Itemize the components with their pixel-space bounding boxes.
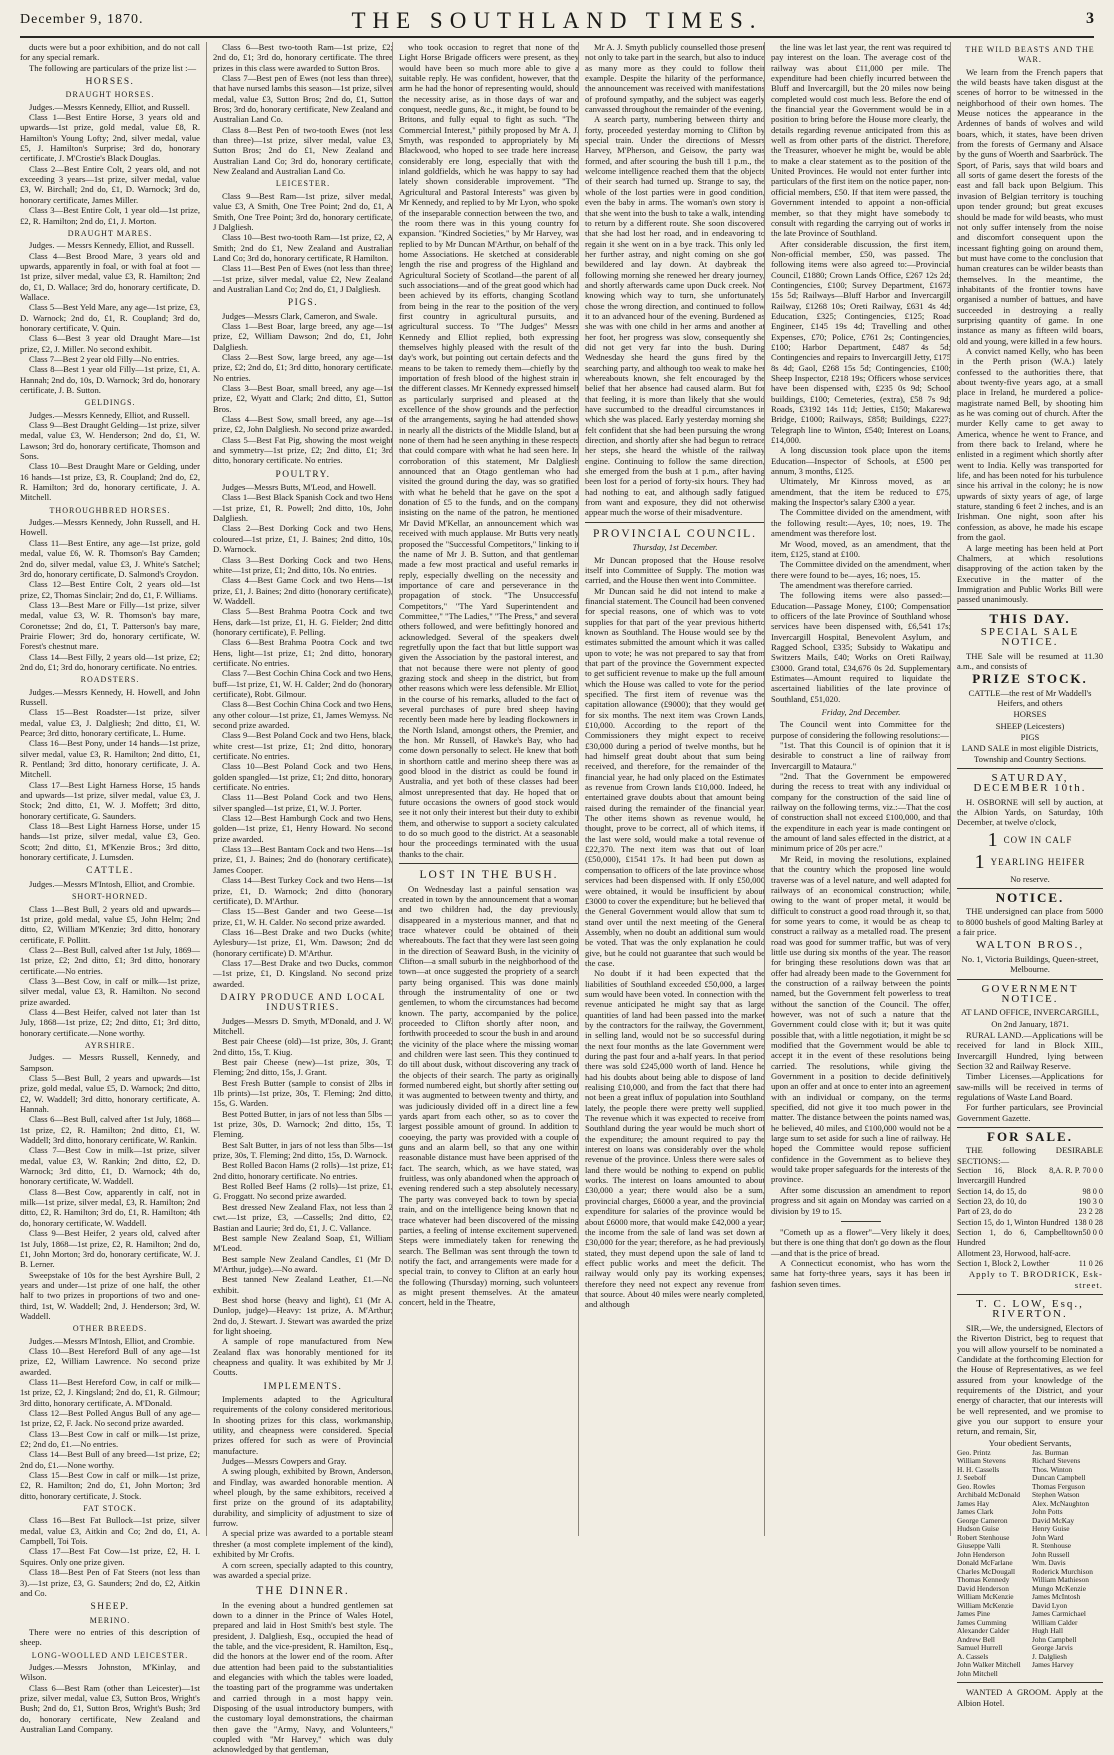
article-paragraph: Class 6—Best two-tooth Ram—1st prize, £2; 2nd do, £1; 3rd do, honorary certificate. The three prizes in this class were awarded to Sutton Bros.: [213, 42, 393, 73]
sale-item: [957, 1187, 1103, 1197]
signatory-name: Richard Stevens: [1032, 1456, 1081, 1466]
ad-heading: PRIZE STOCK.: [972, 671, 1088, 687]
article-paragraph: Class 4—Best Heifer, calved not later than 1st July, 1868—1st prize, £2; 2nd ditto, £1; 3rd ditto, honorary certificate.—None worthy.: [20, 1006, 200, 1038]
article-paragraph: Class 3—Best Entire Colt, 1 year old—1st prize, £2, R. Hamilton; 2nd do, £1, J. Morton.: [20, 205, 200, 226]
article-paragraph: Judges.—Messrs Kennedy, H. Howell, and John Russell.: [20, 686, 200, 707]
ad-line: SHEEP (Leicesters): [995, 720, 1065, 731]
signatory-name: William McKenzie: [957, 1600, 1014, 1610]
article-paragraph: Class 13—Best Bantam Cock and two Hens—1st prize, £1, J. Baines; 2nd do (honorary certificate), James Cooper.: [213, 844, 393, 875]
section-heading: HORSES.: [85, 77, 135, 88]
article-paragraph: Class 16—Best Fat Bullock—1st prize, silver medal, value £3, Aitkin and Co; 2nd do, £1, A. Campbell, Toi Tois.: [20, 1515, 200, 1547]
ad-text: WANTED A GROOM. Apply at the Albion Hotel.: [957, 1687, 1103, 1708]
ad-heading: FOR SALE.: [987, 1128, 1073, 1144]
article-paragraph: There were no entries of this description of sheep.: [20, 1626, 200, 1648]
signatory-name: Archibald McDonald: [957, 1490, 1021, 1500]
signatory-name: James Pine: [957, 1609, 991, 1619]
signatory-name: John Potts: [1032, 1507, 1063, 1517]
ad-line: CATTLE—the rest of Mr Waddell's Heifers, and others: [968, 687, 1092, 708]
ad-signature: WALTON BROS.,: [975, 939, 1085, 952]
ad-signature: Apply to T. BRODRICK, Esk-street.: [968, 1269, 1103, 1290]
signatory-name: Robert Stenhouse: [957, 1532, 1010, 1542]
article-paragraph: Class 15—Best Roadster—1st prize, silver medal, value £3, J. Dalgliesh; 2nd ditto, £1, W. Pearce; 3rd ditto, honorary certificate, L. Hume.: [20, 707, 200, 738]
signatory-name: Alexander Calder: [957, 1626, 1010, 1636]
lot-label: COW IN CALF: [1003, 834, 1073, 845]
article-paragraph: Class 6—Best Ram (other than Leicester)—1st prize, silver medal, value £3, Sutton Bros, Wright's Bush; 2nd do, £1, Sutton Bros, Wright's Bush; 3rd do, honorary certificate, New Zealand and Australian Land Company.: [20, 1682, 200, 1734]
article-paragraph: Best tanned New Zealand Leather, £1.—No exhibit.: [213, 1274, 393, 1295]
signatory-name: William Mathieson: [1032, 1575, 1089, 1585]
signatory-name: Andrew Bell: [957, 1634, 995, 1644]
article-paragraph: Class 9—Best Draught Gelding—1st prize, silver medal, value £3, W. Henderson; 2nd do, £1, W. Lawson; 3rd do, honorary certificate, Thomson and Sons.: [20, 420, 200, 462]
article-headline: LOST IN THE BUSH.: [419, 869, 559, 882]
article-paragraph: Judges. — Messrs Russell, Kennedy, and Sampson.: [20, 1052, 200, 1073]
article-paragraph: No doubt if it had been expected that the liabilities of Southland exceeded £50,000, a larger sum would have been voted. In connection with the revenue anticipated he might say that as large quantities of land had been passed into the market by the contractors for the railway, the Government, in selling land, would not be so successful during the next four months as the late Government were during the past four and a-half years. In that period there was sold £245,000 worth of land. Hence he had his doubts about being able to dispose of land realising £10,000, and from the fact that there had not been a great influx of population into Southland lately, the people there were pretty well supplied. The revenue which it was expected to receive from Southland during the year would be much short of the expenditure; the amount required to pay the interest on loans was considerably over the whole revenue of the province. Unless there were sales of land there would be nothing to expend on public works. The interest on loans amounted to about £30,000 a year; there would also be a sum, provincial charges, £6000 a year, and the provincial expenditure for salaries of the province would be about £6000 more, that would make £42,000 a year; the income from the sale of land was set down at £30,000 for the year; therefore, as he had previously stated, they must depend upon the sale of land to effect public works and meet the deficit. The railway would only pay its working expenses; therefore they need not expect any revenue from that source. About 40 miles were nearly completed, and although: [585, 968, 765, 1310]
article-paragraph: Class 2—Best Entire Colt, 2 years old, and not exceeding 3 years—1st prize, silver medal, value £3, W. Birchall; 2nd do, £1, D. Warnock; 3rd do, honorary certificate, James Miller.: [20, 163, 200, 205]
signatory-name: Henry Guise: [1032, 1524, 1070, 1534]
signatory-name: Thos. Winton: [1032, 1464, 1073, 1474]
ad-text: RURAL LAND.—Applications will be received for land in Block XIII., Invercargill Hundred, lying between Section 32 and Railway Reserve.: [957, 1029, 1103, 1071]
article-paragraph: Class 13—Best Mare or Filly—1st prize, silver medal, value £3, W. R. Thomson's bay mare, Coronetsse; 2nd do, £1, T. Patterson's bay mare, Prairie Flower; 3rd do, honorary certificate, W. Forest's chestnut mare.: [20, 599, 200, 652]
sale-item-area: 50 0 0: [1082, 1228, 1103, 1238]
article-paragraph: Mr Duncan said he did not intend to make a financial statement. The Council had been convened for special reasons, one of which was to vote supplies for that part of the year previous hitherto known as Southland. The House would see by the estimates submitted the amount which it was called upon to vote; he was not prepared to say that from that part of the province the Government expected to get sufficient revenue to make up the full amount which the House was called to vote for the period specified. The first item of revenue was the capitation allowance (£9000); that they would get for six months. The next item was Crown Lands, £10,000. According to the report of the Commissioners they might expect to receive £30,000 during a period of twelve months, but he had himself great doubt about that sum being received, and therefore, for the remainder of the financial year, he had only placed on the Estimates as revenue from Crown lands £10,000. Indeed, he entertained grave doubts about that amount being raised during the remainder of the financial year. The other items shown as revenue would, he thought, prove to be correct, all of which items, if the last were sold, would make a total revenue of £22,370. The next item was that out of loan (£50,000), £1541 17s. It had been put down as compensation to officers of the late province whose services had been dispensed with. If only £50,000 were obtained, it would be insufficient by about £3000 to cover the expenditure; but he believed that the General Government would allow that sum to stand over until the next meeting of the General Assembly, when no doubt an additional sum would be voted. That was the only explanation he could give, but he could not guarantee that such would be the case.: [585, 585, 766, 968]
article-paragraph: After considerable discussion, the first item, Non-official member, £50, was passed. The following items were also agreed to:—Provincial Council, £1880; Crown Lands Office, £267 12s 2d; Contingencies, £100; Survey Department, £1673 15s 5d; Railways—Bluff Harbor and Invercargill Railway, £1268 10s; Oreti Railway, £631 4s 4d; Education, £325; Contingencies, £125; Road Engineer, £145 19s 4d; Travelling and other Expenses, £70; Police, £761 2s; Contingencies, £100; Harbor Department, £487 4s 5d; Contingencies and repairs to Invercargill Jetty, £175 8s 4d; Gaol, £268 15s 5d; Contingencies, £100; Sheep Inspector, £218 19s; Officers whose services have been dispensed with, £235 0s 9d; School buildings, £100; Cemeteries, (extra), £58 7s 9d; Roads, £3192 14s 11d; Jetties, £150; Makarewa Bridge, £1000; Railways, £858; Buildings, £227; Telegraph line to Winton, £540; Interest on Loans, £14,000.: [771, 238, 951, 446]
signatory-name: Wm. Davis: [1032, 1558, 1066, 1568]
article-paragraph: The following are particulars of the prize list :—: [29, 62, 197, 73]
article-paragraph: "2nd. That the Government be empowered during the recess to treat with any individual or company for the construction of the said line of railway on the following terms, viz.:—That the cost of construction shall not exceed £100,000, and that the expenditure in each year is made contingent on the amount of land sales effected in the district, at a minimum price of 20s per acre.": [771, 771, 951, 854]
ad-line: No reserve.: [1010, 873, 1050, 884]
divider: [957, 768, 1103, 769]
article-paragraph: Class 8—Best Cow, apparently in calf, not in milk—1st prize, silver medal, £3, R. Hamilton; 2nd ditto, £2, R. Hamilton; 3rd do, £1, R. Hamilton; 4th do, honorary certificate, W. Waddell.: [20, 1186, 200, 1228]
article-headline: THE DINNER.: [256, 1585, 350, 1598]
article-paragraph: Class 5—Best Fat Pig, showing the most weight and symmetry—1st prize, £2; 2nd ditto, £1; 3rd ditto, honorary certificate. No entries.: [213, 434, 393, 466]
article-paragraph: A long discussion took place upon the items Education—Inspector of Schools, at £500 per annum, 3 months, £125.: [771, 445, 951, 477]
signatory-name: David McKay: [1032, 1515, 1075, 1525]
article-paragraph: Best pair Cheese (old)—1st prize, 30s, J. Grant; 2nd ditto, 15s, T. Kiug.: [213, 1036, 393, 1057]
article-paragraph: Class 18—Best Pen of Fat Steers (not less than 3).—1st prize, £3, G. Saunders; 2nd do, £2, Aitkin and Co.: [20, 1567, 200, 1598]
subsection-heading: AYRSHIRE.: [84, 1040, 136, 1050]
article-paragraph: "Cometh up as a flower"—Very likely it does, but there is one thing that don't go down as the flour—and that is the price of bread.: [771, 1226, 951, 1258]
ad-text: THE following DESIRABLE SECTIONS:—: [957, 1145, 1103, 1166]
signatory-name: William Calder: [1032, 1617, 1078, 1627]
divider: [957, 888, 1103, 889]
ad-heading: SPECIAL SALE NOTICE.: [980, 625, 1080, 649]
article-paragraph: Class 14—Best Bull of any breed—1st prize, £2; 2nd do, £1.—None worthy.: [20, 1449, 200, 1470]
article-paragraph: Class 2—Best Sow, large breed, any age—1st prize, £2; 2nd do, £1; 3rd ditto, honorary certificate. No entries.: [213, 351, 393, 383]
article-paragraph: Mr Wood, moved, as an amendment, that the item, £125, stand at £100.: [771, 538, 951, 559]
article-paragraph: "1st. That this Council is of opinion that it is desirable to construct a line of railway from Invercargill to Mataura.": [771, 740, 951, 771]
column-4-provincial-council: [578, 42, 765, 1536]
article-paragraph: Class 7—Best 2 year old Filly—No entries.: [29, 353, 180, 364]
subsection-heading: OTHER BREEDS.: [72, 1324, 148, 1334]
article-paragraph: the line was let last year, the rent was required to pay interest on the loan. The average cost of the railway was about £11,000 per mile. The expenditure had been chiefly incurred between the Bluff and Invercargill, but the 20 miles now being completed would cost much less. Before the end of the financial year the Government would be in a position to bring before the House more clearly, the details regarding revenue anticipated from this as well as from other parts of the district. Therefore, the Treasurer, whoever he might be, would be able to make a clear statement as to the position of the United Provinces. He would not enter further into particulars of the first item on the notice paper, non-official members, £50. If that item were passed, the Government intended to appoint a non-official member, so that they might have somebody to consult with regarding the carrying out of works in the late Province of Southland.: [771, 42, 951, 239]
article-paragraph: Class 7—Best Cow in milk—1st prize, silver medal, value £3, W. Rankin; 2nd ditto, £2, D. Warnock; 3rd ditto, £1, D. Warnock; 4th do, honorary certificate, W. Waddell.: [20, 1145, 200, 1187]
article-paragraph: Judges.—Messrs Kennedy, Elliot, and Russell.: [29, 101, 190, 112]
subsection-heading: ROADSTERS.: [80, 675, 140, 685]
subsection-heading: DRAUGHT MARES.: [67, 228, 153, 238]
article-paragraph: ducts were but a poor exhibition, and do not call for any special remark.: [20, 42, 200, 63]
lot-label: YEARLING HEIFER: [990, 856, 1086, 867]
signatory-name: John Henderson: [957, 1549, 1005, 1559]
divider: [957, 1294, 1103, 1295]
subsection-heading: THOROUGHBRED HORSES.: [49, 505, 171, 515]
article-paragraph: Judges.—Messrs Kennedy, Elliot, and Russell.: [29, 409, 190, 420]
article-paragraph: A Connecticut economist, who has worn the same hat forty-three years, says it has been in fashion seven times.: [771, 1257, 951, 1289]
article-paragraph: Class 4—Best Sow, small breed, any age—1st prize, £2, John Dalgliesh. No second prize awarded.: [213, 414, 393, 435]
sale-item-description: Section 16, Block 8, Invercargill Hundred: [957, 1166, 1056, 1186]
signatory-name: Jas. Burman: [1032, 1447, 1069, 1457]
sale-item: [957, 1228, 1103, 1249]
ad-line: On 2nd January, 1871.: [991, 1018, 1069, 1029]
signatory-name: George Jarvis: [1032, 1643, 1073, 1653]
divider: [399, 863, 579, 864]
article-paragraph: Class 17—Best Fat Cow—1st prize, £2, H. I. Squires. Only one prize given.: [20, 1546, 200, 1567]
article-paragraph: Class 4—Best Brood Mare, 3 years old and upwards, apparently in foal, or with foal at foot —1st prize, silver medal, value £3, R. Hamilton; 2nd do, £1, D. Wallace; 3rd do, honorary certificate, D. Wallace.: [20, 250, 200, 302]
article-paragraph: Class 6—Best Bull, calved after 1st July, 1868—1st prize, £2, R. Hamilton; 2nd ditto, £1, W. Waddell; 3rd ditto, honorary certificate, W. Rankin.: [20, 1114, 200, 1146]
article-paragraph: Mr Duncan proposed that the House resolve itself into Committee of Supply. The motion was carried, and the House then went into Committee.: [585, 554, 765, 586]
ad-heading: THIS DAY.: [989, 610, 1071, 626]
article-paragraph: The following items were also passed:—Education—Passage Money, £100; Compensation to officers of the late Province of Southland whose services have been dispensed with, £6,541 17s; Invercargill Hospital, Benevolent Asylum, and Ragged School, £335; Subsidy to Wakatipu and Switzers Mails, £40; Works on Oreti Railway, £3000. Grand total, £34,676 0s 2d. Supplementary Estimates—Amount required to liquidate the ascertained liabilities of the late province of Southland, £51,020.: [771, 590, 951, 704]
signatory-name: Alex. McNaughton: [1032, 1498, 1090, 1508]
section-heading: POULTRY.: [275, 469, 331, 480]
signatories-list: [957, 1449, 1103, 1679]
article-paragraph: Class 17—Best Light Harness Horse, 15 hands and upwards—1st prize, silver medal, value £3, J. Stock; 2nd ditto, £1, W. J. Moffett; 3rd ditto, honorary certificate, G. Saunders.: [20, 779, 200, 821]
signatory-name: Stephen Watson: [1032, 1490, 1080, 1500]
section-heading: CATTLE.: [86, 866, 134, 877]
article-paragraph: Mr Reid, in moving the resolutions, explained that the country which the proposed line would traverse was of a level nature, and well adapted for railways of an economical construction; while, owing to the want of proper metal, it would be difficult to construct a good road through it, so that, for some years to come, it would be as cheap to construct a railway as a metalled road. The present road was good for summer traffic, but was of very little use during six months of the year. The reason for bringing these resolutions down was that an offer had already been made to the Government for the construction of a railway between the points named, but the Government felt powerless to treat without the sanction of the Council. The offer, however, was not of such a nature that the Government could close with it; but it was quite possible that, with a little negotiation, it might be so modified that the Government would be able to accept it in the event of these resolutions being carried. The resolutions, while giving the Government in a position to decide definitively upon an offer and at once to enter into an agreement with an individual or company, on the terms specified, did not give it too much power in the matter. The distance between the points named was, he believed, 40 miles, and £100,000 would not be a large sum to set aside for such a line of railway. He hoped the Committee would repose sufficient confidence in the Government as to believe they would take proper safeguards for the interests of the province.: [771, 853, 951, 1185]
ad-line: No. 1, Victoria Buildings, Queen-street, Melbourne.: [961, 953, 1099, 975]
article-paragraph: Class 1—Best Entire Horse, 3 years old and upwards—1st prize, gold medal, value £8, R. Hamilton's Young Lofty; 2nd, silver medal, value £5, J. Hamilton's Surprise; 3rd do, honorary certificate, J. M'Crostie's Black Douglas.: [20, 112, 200, 164]
signatory-name: David Lyon: [1032, 1600, 1068, 1610]
signatory-name: Samuel Hurrell: [957, 1643, 1003, 1653]
ad-text: For further particulars, see Provincial Government Gazette.: [957, 1102, 1103, 1123]
article-paragraph: Class 8—Best Pen of two-tooth Ewes (not less than three)—1st prize, silver medal, value £3, Sutton Bros; 2nd do £1, New Zealand and Australian Land Co; 3rd do, honorary certificate, New Zealand and Australian Land Co.: [213, 124, 393, 177]
article-paragraph: Class 15—Best Gander and two Geese—1st prize, £1, W. H. Calder. No second prize awarded.: [213, 906, 393, 927]
article-paragraph: A special prize was awarded to a portable steam thresher (a most complete implement of the kind), exhibited by Mr Crofts.: [213, 1528, 393, 1560]
ad-heading: GOVERNMENT NOTICE.: [981, 982, 1079, 1005]
article-paragraph: Class 12—Best Hamburgh Cock and two Hens, golden—1st prize, £1, Henry Howard. No second prize awarded.: [213, 813, 393, 844]
article-paragraph: Judges.—Messrs Kennedy, John Russell, and H. Howell.: [20, 517, 200, 538]
article-paragraph: Judges—Messrs Clark, Cameron, and Swale.: [222, 310, 378, 321]
article-paragraph: Class 16—Best Pony, under 14 hands—1st prize, silver medal, value £3, R. Hamilton; 2nd ditto, £1, R. Pentland; 3rd ditto, honorary certificate, J. A. Mitchell.: [20, 738, 200, 780]
article-paragraph: Class 14—Best Filly, 2 years old—1st prize, £2; 2nd do, £1; 3rd do, honorary certificate. No entries.: [20, 651, 200, 672]
article-paragraph: Class 6—Best 3 year old Draught Mare—1st prize, £2, J. Miller. No second exhibit.: [20, 333, 200, 354]
article-paragraph: Judges.—Messrs Johnston, M'Kinlay, and Wilson.: [20, 1661, 200, 1683]
column-2-show-prize-list: [206, 42, 393, 1755]
subsection-heading: DRAUGHT HORSES.: [65, 90, 155, 100]
dateline: Thursday, 1st December.: [632, 542, 718, 553]
signatory-name: Giuseppe Valli: [957, 1541, 1001, 1551]
ad-heading: SATURDAY, DECEMBER 10th.: [973, 772, 1087, 795]
sale-item: [957, 1166, 1103, 1187]
article-paragraph: Sweepstake of 10s for the best Ayrshire Bull, 2 years and under—1st prize of one half, the other half to two prizes in proportions of two and one-third, 1st, W. Waddell; 2nd, J. Henderson; 3rd, W. Waddell.: [20, 1269, 200, 1321]
signatory-name: Hudson Guise: [957, 1524, 1000, 1534]
subsection-heading: LEICESTER.: [275, 179, 331, 189]
subsection-heading: FAT STOCK.: [83, 1504, 137, 1514]
ad-text: THE Sale will be resumed at 11.30 a.m., and consists of: [957, 650, 1103, 671]
article-paragraph: Class 11—Best Pen of Ewes (not less than three)—1st prize, silver medal, value £2, New Zealand and Australian Land Co; 2nd do, £1, J Dalgliesh.: [213, 263, 393, 294]
article-paragraph: Class 3—Best Cow, in calf or milk—1st prize, silver medal, value £3, R. Hamilton. No second prize awarded.: [20, 975, 200, 1007]
signatory-name: John Walker Mitchell: [957, 1660, 1021, 1670]
ad-line: Your obedient Servants,: [988, 1437, 1072, 1448]
signatory-name: Duncan Campbell: [1032, 1473, 1086, 1483]
article-paragraph: Class 14—Best Turkey Cock and two Hens—1st prize, £1, D. Warnock; 2nd ditto (honorary certificate), D. M'Arthur.: [213, 875, 393, 906]
article-paragraph: Class 5—Best Brahma Pootra Cock and two Hens, dark—1st prize, £1, H. G. Fielder; 2nd ditto (honorary certificate), F. Pelling.: [213, 606, 393, 637]
article-paragraph: Class 9—Best Poland Cock and two Hens, black, white crest—1st prize, £1; 2nd ditto, honorary certificate. No entries.: [213, 730, 393, 762]
article-paragraph: Class 17—Best Drake and two Ducks, common—1st prize, £1, D. Kingsland. No second prize awarded.: [213, 957, 393, 989]
signatory-name: James Harvey: [1032, 1660, 1074, 1670]
article-headline: PROVINCIAL COUNCIL.: [592, 527, 758, 540]
article-paragraph: Implements adapted to the Agricultural requirements of the colony considered meritorious. In shooting prizes for this class, workmanship, utility, and cheapness were considered. Special prizes offered for such as were of Provincial manufacture.: [213, 1394, 393, 1456]
article-paragraph: The Committee divided on the amendment, when there were found to be—ayes, 16; noes, 15.: [771, 559, 951, 580]
article-paragraph: Class 9—Best Heifer, 2 years old, calved after 1st July, 1868—1st prize, £2, R. Hamilton; 2nd do, £1, John Morton; 3rd do, honorary certificate, W. J. B. Lerner.: [20, 1228, 200, 1270]
article-paragraph: Class 1—Best Boar, large breed, any age—1st prize, £2, William Dawson; 2nd do, £1, John Dalgliesh.: [213, 320, 393, 352]
sale-item: [957, 1249, 1103, 1259]
article-paragraph: Best pair Cheese (new)—1st prize, 30s, T. Fleming; 2nd ditto, 15s, J. Grant.: [213, 1057, 393, 1078]
ad-line: PIGS: [1020, 732, 1040, 742]
signatory-name: John Campbell: [1032, 1634, 1077, 1644]
signatory-name: A. Cassels: [957, 1651, 989, 1661]
subsection-heading: LONG-WOOLLED AND LEICESTER.: [31, 1650, 189, 1660]
divider: [957, 1127, 1103, 1128]
section-heading: IMPLEMENTS.: [263, 1381, 343, 1392]
article-paragraph: Class 8—Best 1 year old Filly—1st prize, £1, A. Hannah; 2nd do, 10s, D. Warnock; 3rd do, honorary certificate, J. B. Sutton.: [20, 364, 200, 395]
sale-item: [957, 1207, 1103, 1217]
article-paragraph: Class 4—Best Game Cock and two Hens—1st prize, £1, J. Baines; 2nd ditto (honorary certificate), W. Waddell.: [213, 575, 393, 606]
sale-list: [957, 1166, 1103, 1269]
article-paragraph: Best Salt Butter, in jars of not less than 5lbs—1st prize, 30s, T. Fleming; 2nd ditto, 15s, D. Warnock.: [213, 1139, 393, 1161]
article-paragraph: Best sample New Zealand Candles, £1 (Mr D. M'Arthur, judge).—No award.: [213, 1253, 393, 1274]
article-paragraph: Class 7—Best Cochin China Cock and two Hens, buff—1st prize, £1, W. H. Calder; 2nd do (honorary certificate), Robt. Gilmour.: [213, 668, 393, 699]
ad-line: LAND SALE in most eligible Districts, Township and Country Sections.: [961, 743, 1099, 764]
ad-heading: NOTICE.: [995, 890, 1065, 906]
column-1-show-prize-list: [20, 42, 200, 1734]
sale-item-area: A. R. P. 70 0 0: [1055, 1166, 1103, 1175]
lot-count: 1: [987, 828, 998, 851]
divider: [957, 1682, 1103, 1683]
sale-item-description: Section 1, Block 2, Lowther: [957, 1259, 1050, 1269]
article-paragraph: A large meeting has been held at Port Chalmers, at which resolutions disapproving of the action taken by the Executive in the matter of the Immigration and Public Works Bill were passed unanimously.: [957, 542, 1103, 605]
signatory-name: J. Seebolf: [957, 1473, 987, 1483]
article-paragraph: Class 9—Best Ram—1st prize, silver medal, value £3, A Smith, One Tree Point; 2nd do, £1, A Smith, One Tree Point; 3rd do, honorary certificate, J Dalgliesh.: [213, 190, 393, 232]
article-paragraph: Best Potted Butter, in jars of not less than 5lbs —1st prize, 30s, D. Warnock; 2nd ditto, 15s, T. Fleming.: [213, 1108, 393, 1140]
divider: [841, 1221, 881, 1222]
signatory-name: John Mitchell: [957, 1668, 998, 1678]
ad-heading: T. C. LOW, Esq., RIVERTON.: [976, 1298, 1084, 1321]
article-paragraph: Class 18—Best Light Harness Horse, under 15 hands—1st prize, silver medal, value £3, Geo. Scott; 2nd ditto, £1, M'Kenzie Bros.; 3rd ditto, honorary certificate, J. Lumsden.: [20, 821, 200, 863]
lot-line: [957, 830, 1103, 850]
article-paragraph: Class 10—Best Hereford Bull of any age—1st prize, £2, William Lawrence. No second prize awarded.: [20, 1345, 200, 1377]
signatory-name: R. Stenhouse: [1032, 1541, 1072, 1551]
signatory-name: David Henderson: [957, 1583, 1009, 1593]
divider: [585, 522, 765, 523]
article-paragraph: Class 2—Best Bull, calved after 1st July, 1869—1st prize, £2; 2nd ditto, £1; 3rd ditto, honorary certificate.—No entries.: [20, 944, 200, 976]
signatory-name: John Russell: [1032, 1549, 1070, 1559]
lot-line: [957, 852, 1103, 872]
section-heading: PIGS.: [287, 298, 319, 309]
masthead: [20, 6, 1094, 38]
ad-text: THE undersigned can place from 5000 to 8000 bushels of good Malting Barley at a fair price.: [957, 906, 1103, 938]
article-paragraph: Class 10—Best Draught Mare or Gelding, under 16 hands—1st prize, £3, R. Coupland; 2nd do, £2, R. Hamilton; 3rd do, honorary certificate, J. A. Mitchell.: [20, 461, 200, 503]
subsection-heading: SHORT-HORNED.: [71, 892, 148, 902]
article-paragraph: Mr A. J. Smyth publicly counselled those present not only to take part in the search, but also to induce as many more as they could to follow their example. Despite the hilarity of the performance, the announcement was received with manifestations of profound sympathy, and the subject was eagerly canvassed throughout the remainder of the evening.: [585, 42, 765, 115]
article-paragraph: Judges.—Messrs M'Intosh, Elliot, and Crombie.: [29, 878, 195, 889]
article-paragraph: Class 5—Best Yeld Mare, any age—1st prize, £3, D. Warnock; 2nd do, £1, R. Coupland; 3rd do, honorary certificate, V. Quin.: [20, 302, 200, 333]
sale-item-description: Section 23, do 10, do: [957, 1197, 1027, 1207]
article-paragraph: who took occasion to regret that none of the Light Horse Brigade officers were present, as they would have been so much more able to give a suitable reply. He was confident, however, that the arm he had the honor of representing would, should the necessity arise, as in those days of war and conquest, needle guns, &c., it might, be found to be Britons, and fully equal to fight as such. "The Commercial Interest," pithily proposed by Mr A. J. Smyth, was responded to appropriately by Mr Blackwood, who hoped to see trade here increase considerably ere long, especially that with the inland goldfields, which he was happy to say had lately shown considerable improvement. "The Agricultural and Pastoral Interests" was given by Mr Kennedy, and replied to by Mr Lyon, who spoke of the inseparable connection between the two, and the room there was in this young country for expansion. "Kindred Societies," by Mr Harvey, was replied to by Mr Duncan M'Arthur, on behalf of the home Associations. He sketched at considerable length the rise and progress of the Highland and Agricultural Society of Scotland—the parent of all such associations—and of the great good which had been achieved by its efforts, changing Scotland from being in the rear to the position of the very first country in agricultural pursuits, and agricultural success. To "The Judges" Messrs Kennedy and Elliot replied, both expressing themselves highly pleased with the result of the day's work, but pointing out certain defects and the means to be taken to remedy them—chiefly by the importation of fresh blood of the highest strain in the different classes. Mr Kennedy expressed himself as particularly surprised and pleased at the excellence of the show grounds and the perfection of the arrangements, saying he had attended shows in nearly all the districts of the Middle Island, but at none of them had he seen anything in these respects that could compare with what he had seen here. In corroboration of this statement, Mr Dalgliesh announced that an Otago gentleman who had visited the ground during the day, was so gratified with what he beheld that he gave on the spot a donation of £5 to the funds, and on the company insisting on the name of the patron, he mentioned Mr David M'Kellar, an announcement which was received with much applause. Mr Butts very neatly proposed the "Successful Competitors," linking to it the name of Mr J. B. Sutton, and that gentleman made a few most practical and useful remarks in reply, especially dwelling on the necessity and importance of care and perseverance in the propagation of stock. "The Unsuccessful Competitors," "The Yard Superintendent and Committee," "The Ladies," "The Press," and several others followed, and were befittingly honored and acknowledged. Several of the speakers dwelt regretfully upon the fact that but little support was given the Association by the pastoral interest, and that not because there were not plenty of good grazing stock and sheep in the district, but from other reasons which were less defensible. Mr Elliot, in the course of his remarks, alluded to the fact of several purchases of pure bred sheep having recently been made here by leading flockowners in the North Island, amongst others, the Premier, and the hon. Mr Russell, of Hawke's Bay, who had come down personally to select. He knew that both in shorthorn cattle and merino sheep there was as good blood in the district as could be found in Australia, and yet both of these classes had been almost unrepresented that day. He hoped that on future occasions the owners of good stock would see it not only their interest but their duty to exhibit them, and otherwise to support a society calculated to do so much good to the district. At a seasonable hour the proceedings terminated with the usual thanks to the chair.: [399, 42, 580, 859]
sale-item-area: 190 3 0: [1078, 1197, 1103, 1207]
article-paragraph: Class 3—Best Dorking Cock and two Hens, white—1st prize, £1; 2nd ditto, 10s. No entries.: [213, 554, 393, 575]
ad-text: H. OSBORNE will sell by auction, at the Albion Yards, on Saturday, 10th December, at twelve o'clock,: [957, 796, 1103, 828]
article-paragraph: Class 11—Best Entire, any age—1st prize, gold medal, value £6, W. R. Thomson's Bay Camden; 2nd do, silver medal, value £3, J. White's Satchel; 3rd do, honorary certificate, D. Salmond's Croydon.: [20, 537, 200, 579]
article-paragraph: Class 16—Best Drake and two Ducks (white) Aylesbury—1st prize, £1, Wm. Dawson; 2nd do (honorary certificate) D. M'Arthur.: [213, 926, 393, 958]
section-heading: SHEEP.: [90, 1602, 130, 1613]
signatory-name: Roderick Murchison: [1032, 1566, 1093, 1576]
article-paragraph: Judges—Messrs Butts, M'Leod, and Howell.: [222, 482, 377, 493]
article-paragraph: Judges—Messrs D. Smyth, M'Donald, and J. W. Mitchell.: [213, 1015, 393, 1036]
article-paragraph: Class 1—Best Bull, 2 years old and upwards—1st prize, gold medal, value £5, John Helm; 2nd ditto, £2, William M'Kenzie; 3rd ditto, honorary certificate, F. Pollitt.: [20, 903, 200, 945]
signatory-name: George Cameron: [957, 1515, 1008, 1525]
sale-item: [957, 1259, 1103, 1269]
sale-item-description: Section 1, do 6, Campbelltown Hundred: [957, 1228, 1083, 1248]
article-paragraph: A corn screen, specially adapted to this country, was awarded a special prize.: [213, 1559, 393, 1580]
article-paragraph: A convict named Kelly, who has been in the Perth prison (W.A.) lately confessed to the authorities there, that about twenty-five years ago, at a small place in Ireland, he murdered a police-magistrate named Bell, by shooting him as he was coming out of church. After the murder Kelly came to get away to America, whence he went to France, and from there back to Ireland, where he enlisted in a regiment which shortly after went to India. Kelly was transported for life, and has been noted for his turbulence since his arrival in the colony; he is now upwards of sixty years of age, of large stature, standing 6 feet 2 inches, and is an Irishman. One night, soon after his confession, as above, he made his escape from the gaol.: [957, 345, 1103, 543]
signatory-name: William McKenzie: [957, 1592, 1014, 1602]
article-paragraph: Class 11—Best Hereford Cow, in calf or milk—1st prize, £2, J. Kingsland; 2nd do, £1, R. Gilmour; 3rd ditto, honorary certificate, A. M'Donald.: [20, 1376, 200, 1408]
signatory-name: James Hay: [957, 1498, 990, 1508]
article-paragraph: A search party, numbering between thirty and forty, proceeded yesterday morning to Clifton by special train. Under the directions of Messrs Harvey, M'Pherson, and Geisow, the party was formed, and after scouring the bush till 1 p.m., the welcome intelligence reached them that the objects of their search had turned up. Strange to say, the whole of the lost parties were in good condition, even the baby in arms. The woman's own story is that she went into the bush to take a walk, intending to return by a different route. She soon discovered that she had lost her road, and in endeavoring to regain it she went on in a bye track. This only led her further astray, and night coming on she got bewildered and lay down. At daybreak the following morning she renewed her dreary journey, and shortly afterwards came upon Duck creek. Not knowing which way to turn, she unfortunately chose the wrong direction, and continued to follow it to an advanced hour of the evening. Burdened as she was with one child in her arms and another at her foot, her progress was slow, consequently she did not get very far into the bush. During Wednesday she heard the guns fired by the searching party, and although too weak to make her whereabouts known, she felt encouraged by the belief that her absence had caused alarm. But for that feeling, it is more than likely that she would have succumbed to the dreadful circumstances in which she was placed. Early yesterday morning she felt confident that she had been pursuing the wrong direction, and shortly after she had begun to retrace her steps, she heard the whistle of the railway engine. Continuing to follow the same direction, she emerged from the bush at 1 p.m., after having been lost for a period of forty-six hours. They had had nothing to eat, and although sadly fatigued from want and exposure, they did not otherwise appear much the worse of their misadventure.: [585, 114, 765, 518]
signatory-name: Geo. Printz: [957, 1447, 991, 1457]
article-paragraph: Judges.—Messrs M'Intosh, Elliot, and Crombie.: [29, 1335, 195, 1346]
sale-item-area: 138 0 28: [1074, 1217, 1103, 1227]
sale-item-description: Allotment 23, Horwood, half-acre.: [957, 1248, 1071, 1258]
sale-item-area: 11 0 26: [1078, 1259, 1103, 1269]
article-paragraph: On Wednesday last a painful sensation was created in town by the announcement that a woman and two children had, the day previously, disappeared in a mysterious manner, and that no trace whatever could be obtained of their whereabouts. The fact that they were last seen going in the direction of Seaward Bush, in the vicinity of Clifton—a small suburb in the neighborhood of the town—at once suggested the propriety of a search party being organised. This was done mainly through the instrumentality of one or two gentlemen, to whom the circumstances had become known. The party, accompanied by the police, proceeded to Clifton shortly after noon, and forthwith proceeded to scour the bush in and around the vicinity of the place where the missing woman and children were last seen. This they continued to do till about dusk, without discovering any track of the objects of their search. The party as originally formed numbered eight, but shortly after setting out it was augmented to between twenty and thirty, and was judiciously divided off in a direct line a few yards apart from each other, so as to cover the largest possible amount of ground. In addition to cooeying, the party was provided with a couple of guns and an alarm bell, so that any one within reasonable distance must have been apprised of the fact. The search, which, as we have stated, was fruitless, was only abandoned when the approach of evening rendered such a step absolutely necessary. The party was conveyed back to town by special train, and on the intelligence being known that no trace whatever had been discovered of the missing parties, a feeling of intense excitement supervened. Steps were immediately taken for renewing the search. The Bellman was sent through the town to notify the fact, and arrangements were made for a special train, to convey to Clifton at an early hour the following (Thursday) morning, such volunteers as might present themselves. At the amateur concert, held in the Theatre,: [399, 883, 580, 1308]
signatory-name: James Cumming: [957, 1617, 1007, 1627]
column-5-provincial-council-continued: [764, 42, 951, 1536]
signatory-name: John Ward: [1032, 1532, 1064, 1542]
article-paragraph: Class 10—Best Poland Cock and two Hens, golden spangled—1st prize, £1; 2nd ditto, honorary certificate. No entries.: [213, 761, 393, 793]
article-paragraph: Class 3—Best Boar, small breed, any age—1st prize, £2, Wyatt and Clark; 2nd ditto, £1, Sutton Bros.: [213, 383, 393, 414]
sale-item-area: 98 0 0: [1082, 1186, 1103, 1196]
article-paragraph: Judges. — Messrs Kennedy, Elliot, and Russell.: [29, 240, 195, 251]
article-paragraph: Best dressed New Zealand Flax, not less than 2 cwt.—1st prize, £3, —Cassells; 2nd ditto, £2, Bastian and Laurie; 3rd do, £1, J. C. Vallance.: [213, 1201, 393, 1233]
article-paragraph: A swing plough, exhibited by Brown, Anderson, and Findlay, was awarded honorable mention. A wheel plough, by the same exhibitors, received a first prize on the ground of its adaptability, durability, and simplicity of adjustment to size of furrow.: [213, 1466, 393, 1529]
column-3-dinner-and-lost-in-bush: [392, 42, 579, 1536]
article-paragraph: Best Rolled Bacon Hams (2 rolls)—1st prize, £1; 2nd ditto, honorary certificate. No entries.: [213, 1160, 393, 1181]
article-paragraph: Class 5—Best Bull, 2 years and upwards—1st prize, gold medal, value £5, D. Warnock; 2nd ditto, £2, W. Waddell; 3rd ditto, honorary certificate, A. Hannah.: [20, 1073, 200, 1115]
article-paragraph: The Council went into Committee for the purpose of considering the following resolutions:—: [771, 719, 951, 740]
signatory-name: Geo. Rowles: [957, 1481, 996, 1491]
ad-text: Timber Licenses.—Applications for saw-mills will be received in terms of regulations of Waste Land Board.: [957, 1071, 1103, 1102]
column-6-advertisements: [950, 42, 1103, 1708]
ad-text: SIR,—We, the undersigned, Electors of the Riverton District, beg to request that you will allow yourself to be nominated a Candidate at the forthcoming Election for the House of Representatives, as we feel assured from your knowledge of the requirements of the District, and your energy of character, that our interests will be well represented, and we promise to give you our support to ensure your return, and remain, Sir,: [957, 1322, 1103, 1437]
signatory-name: Donald McFarlane: [957, 1558, 1013, 1568]
article-paragraph: In the evening about a hundred gentlemen sat down to a dinner in the Prince of Wales Hotel, prepared and laid in Host Smith's best style. The president, J. Dalgliesh, Esq., occupied the head of the table, and the vice-president, R. Hamilton, Esq., did the honors at the lower end of the room. After due attention had been paid to the substantialities and elegancies with which the tables were loaded, the toasting part of the programme was undertaken and carried through in a most happy vein. Disposing of the usual introductory bumpers, with the customary loyal demonstrations, the chairman then gave the "Army, Navy, and Volunteers," coupled with "Mr Harvey," which was duly acknowledged by that gentleman,: [213, 1599, 393, 1755]
sale-item: [957, 1218, 1103, 1228]
signatory-name: William Stevens: [957, 1456, 1006, 1466]
article-paragraph: Class 12—Best Entire Colt, 2 years old—1st prize, £2, Thomas Sinclair; 2nd do, £1, F. Williams.: [20, 579, 200, 600]
article-paragraph: Judges—Messrs Cowpers and Gray.: [222, 1456, 347, 1467]
article-heading: THE WILD BEASTS AND THE WAR.: [965, 45, 1095, 65]
signatory-name: James Clark: [957, 1507, 994, 1517]
article-paragraph: Class 7—Best pen of Ewes (not less than three), that have nursed lambs this season—1st prize, silver medal, value £3, Sutton Bros; 2nd do, £1, Sutton Bros; 3rd do, honorary certificate, New Zealand and Australian Land Co.: [213, 73, 393, 125]
signatory-name: J. Dalgliesh: [1032, 1651, 1067, 1661]
article-paragraph: Class 8—Best Cochin China Cock and two Hens, any other colour—1st prize, £1, James Wemyss. No second prize awarded.: [213, 699, 393, 730]
signatory-name: Thomas Ferguson: [1032, 1481, 1086, 1491]
article-paragraph: Ultimately, Mr Kinross moved, as an amendment, that the item be reduced to £75, making the Inspector's salary £300 a year.: [771, 476, 951, 508]
newspaper-title: THE SOUTHLAND TIMES.: [351, 8, 763, 33]
subsection-heading: MERINO.: [89, 1615, 131, 1625]
article-paragraph: Class 6—Best Brahma Pootra Cock and two Hens, light—1st prize, £1; 2nd ditto, honorary certificate. No entries.: [213, 637, 393, 668]
subsection-heading: GELDINGS.: [84, 398, 136, 408]
article-paragraph: Best Rolled Beef Hams (2 rolls)—1st prize, £1, G. Froggatt. No second prize awarded.: [213, 1181, 393, 1202]
article-paragraph: Class 13—Best Cow in calf or milk—1st prize, £2; 2nd do, £1.—No entries.: [20, 1428, 200, 1450]
sale-item-description: Section 15, do 1, Winton Hundred: [957, 1217, 1070, 1227]
article-paragraph: Class 12—Best Polled Angus Bull of any age—1st prize, £2, F. Jack. No second prize awarded.: [20, 1408, 200, 1429]
article-paragraph: A sample of rope manufactured from New Zealand flax was honorably mentioned for its cheapness and quality. It was exhibited by Mr J. Coutts.: [213, 1336, 393, 1378]
signatory-name: James Carmichael: [1032, 1609, 1086, 1619]
signatory-name: Hugh Hall: [1032, 1626, 1063, 1636]
issue-date: December 9, 1870.: [20, 12, 144, 27]
sale-item-area: 23 2 28: [1078, 1207, 1103, 1217]
ad-line: HORSES: [1013, 709, 1047, 720]
divider: [957, 979, 1103, 980]
article-paragraph: Best sample New Zealand Soap, £1, William M'Leod.: [213, 1232, 393, 1254]
signatory-name: Thomas Kennedy: [957, 1575, 1010, 1585]
sale-item-description: Part of 23, do do: [957, 1207, 1012, 1217]
article-paragraph: Best Fresh Butter (sample to consist of 2lbs in 1lb prints)—1st prize, 30s, T. Fleming; 2nd ditto, 15s, G. Warden.: [213, 1077, 393, 1109]
signatory-name: James McIntosh: [1032, 1592, 1081, 1602]
sale-item: [957, 1197, 1103, 1207]
article-paragraph: Class 15—Best Cow in calf or milk—1st prize, £2, R. Hamilton; 2nd do, £1, John Morton; 3rd ditto, honorary certificate, J. Stock.: [20, 1470, 200, 1501]
article-paragraph: We learn from the French papers that the wild beasts have taken disgust at the scenes of horror to be witnessed in the neighborhood of their own homes. The Meuse notices the appearance in the Ardennes of bands of wolves and wild boars, which, it states, have been driven from the forests of Germany and Alsace by the guns of Woerth and Saarbrück. The Sport, of Paris, says that wild boars and all sorts of game desert the forests of the east and fall back upon Belgium. This invasion of Belgian territory is touching upon tender ground; but great excuses should be made for wild beasts, who must not only suffer intensely from the noise and discomfort consequent upon the incessant fighting going on around them, but must have come to the conclusion that human creatures can be wilder beasts than themselves. In the meantime, the inhabitants of the frontier towns have organised a number of battues, and have succeeded in destroying a really surprising quantity of game. In one instance as many as fifteen wild boars, old and young, were killed in a few hours.: [957, 66, 1103, 346]
signatory-name: Mungo McKenzie: [1032, 1583, 1086, 1593]
article-paragraph: Class 10—Best two-tooth Ram—1st prize, £2, A Smith; 2nd do £1, New Zealand and Australian Land Co; 3rd do, honorary certificate, R Hamilton.: [213, 232, 393, 263]
signatory-name: Charles McDougall: [957, 1566, 1016, 1576]
signatory-name: H. H. Cassells: [957, 1464, 1000, 1474]
page-number: 3: [1086, 10, 1094, 27]
article-paragraph: Class 1—Best Black Spanish Cock and two Hens—1st prize, £1, R. Powell; 2nd ditto, 10s, John Dalgliesh.: [213, 492, 393, 524]
lot-count: 1: [974, 850, 985, 873]
signatory-name: [1032, 1670, 1103, 1679]
article-paragraph: The Committee divided on the amendment, with the following result:—Ayes, 10; noes, 19. The amendment was therefore lost.: [771, 507, 951, 539]
dateline: Friday, 2nd December.: [821, 707, 901, 717]
article-paragraph: Class 2—Best Dorking Cock and two Hens, coloured—1st prize, £1, J. Baines; 2nd ditto, 10s, D. Warnock.: [213, 523, 393, 555]
article-paragraph: The amendment was therefore carried.: [780, 579, 913, 590]
section-heading: DAIRY PRODUCE AND LOCAL INDUSTRIES.: [220, 992, 386, 1014]
article-paragraph: Class 11—Best Poland Cock and two Hens, silver spangled—1st prize, £1, W. J. Porter.: [213, 792, 393, 813]
divider: [957, 609, 1103, 610]
article-paragraph: After some discussion an amendment to report progress and sit again on Monday was carried on a division by 19 to 15.: [771, 1184, 951, 1216]
sale-item-description: Section 14, do 15, do: [957, 1186, 1027, 1196]
article-paragraph: Best shod horse (heavy and light), £1 (Mr A. Dunlop, judge)—Heavy: 1st prize, A. M'Arthur; 2nd do, J. Stewart. J. Stewart was awarded the prize for light shoeing.: [213, 1294, 393, 1336]
ad-line: AT LAND OFFICE, INVERCARGILL,: [960, 1007, 1100, 1018]
